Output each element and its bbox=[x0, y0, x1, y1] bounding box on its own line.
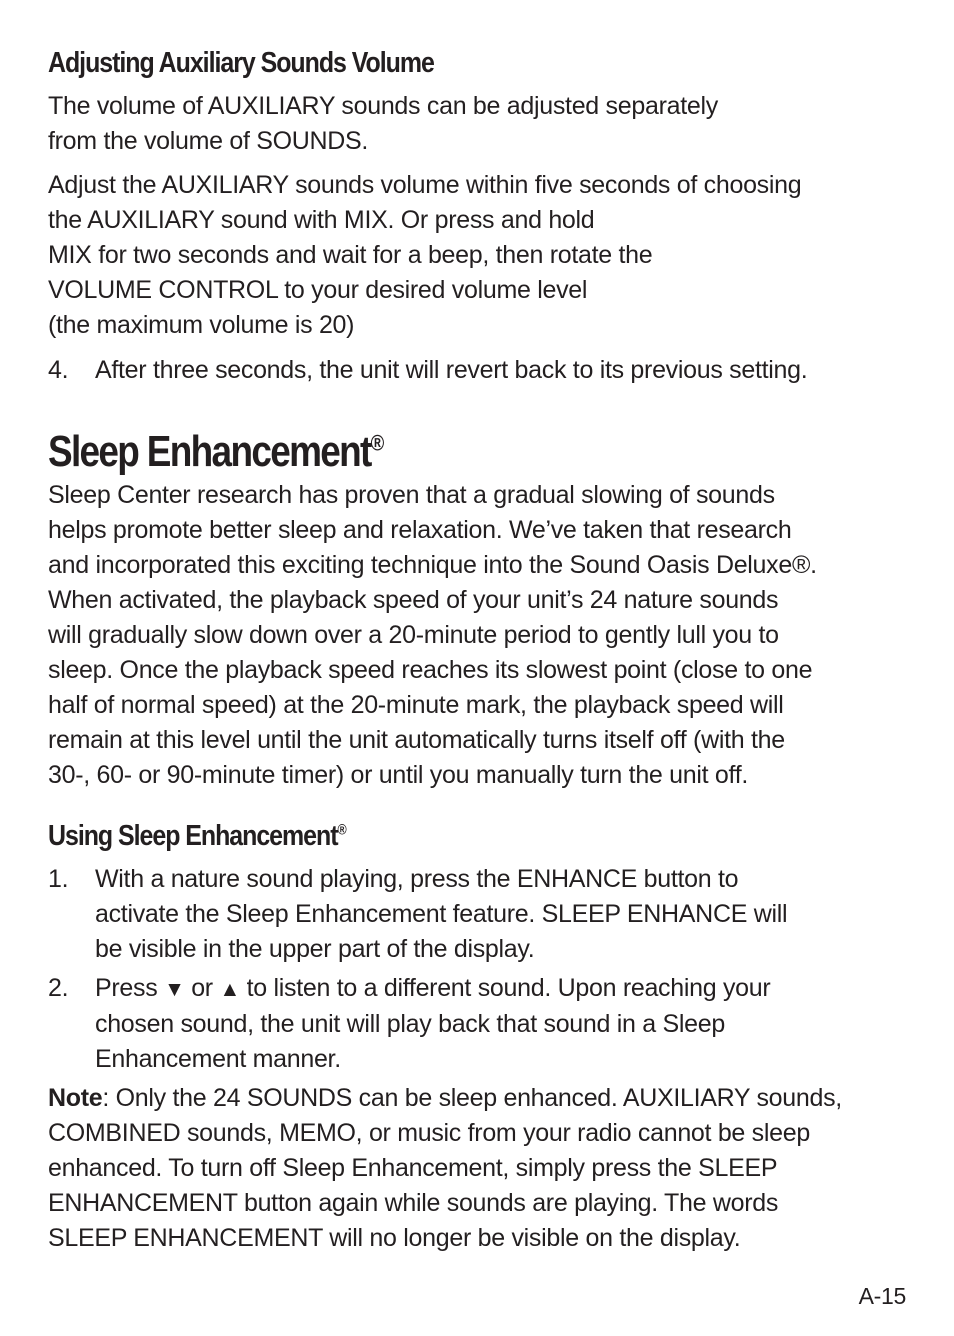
registered-mark: ® bbox=[370, 430, 385, 456]
down-arrow-icon: ▼ bbox=[164, 978, 185, 1001]
list-number: 1. bbox=[48, 865, 69, 893]
registered-mark: ® bbox=[337, 822, 347, 839]
text-line: remain at this level until the unit automatically turns itself off (with the bbox=[48, 726, 785, 754]
list-text bbox=[95, 862, 787, 967]
text-line: sleep. Once the playback speed reaches its slowest point (close to one bbox=[48, 656, 813, 684]
title-sleep-enhancement bbox=[48, 426, 384, 478]
text-line bbox=[95, 971, 770, 1007]
para-sleep-enhancement bbox=[48, 478, 817, 793]
text-line: When activated, the playback speed of your unit’s 24 nature sounds bbox=[48, 586, 779, 614]
text-line: helps promote better sleep and relaxation. We’ve taken that research bbox=[48, 516, 792, 544]
note-label: Note bbox=[48, 1084, 103, 1112]
list-item-2 bbox=[48, 971, 770, 1077]
text-line: enhanced. To turn off Sleep Enhancement, simply press the SLEEP bbox=[48, 1154, 778, 1182]
text-line: Sleep Center research has proven that a gradual slowing of sounds bbox=[48, 481, 775, 509]
text-or: or bbox=[184, 974, 220, 1002]
text-line: and incorporated this exciting technique into the Sound Oasis Deluxe®. bbox=[48, 551, 817, 579]
text-rest: to listen to a different sound. Upon reaching your bbox=[239, 974, 771, 1002]
text-line: (the maximum volume is 20) bbox=[48, 311, 355, 339]
note-paragraph bbox=[48, 1081, 842, 1256]
heading-using-sleep-enhancement bbox=[48, 818, 347, 854]
para-aux-separate bbox=[48, 89, 718, 159]
text-line: the AUXILIARY sound with MIX. Or press and hold bbox=[48, 206, 595, 234]
heading-text: Using Sleep Enhancement bbox=[48, 820, 338, 852]
text-line: COMBINED sounds, MEMO, or music from your radio cannot be sleep bbox=[48, 1119, 810, 1147]
text-line: Enhancement manner. bbox=[95, 1045, 341, 1073]
text-press: Press bbox=[95, 974, 165, 1002]
list-text: After three seconds, the unit will revert back to its previous setting. bbox=[95, 356, 808, 384]
list-text bbox=[95, 971, 770, 1077]
text-line: from the volume of SOUNDS. bbox=[48, 127, 369, 155]
text-line: chosen sound, the unit will play back that sound in a Sleep bbox=[95, 1010, 725, 1038]
para-aux-adjust bbox=[48, 168, 801, 343]
page-number: A-15 bbox=[858, 1283, 906, 1309]
list-item-4 bbox=[48, 353, 807, 388]
list-number: 2. bbox=[48, 974, 69, 1002]
text-line: ENHANCEMENT button again while sounds are playing. The words bbox=[48, 1189, 779, 1217]
title-text: Sleep Enhancement bbox=[48, 427, 371, 476]
text-line: Adjust the AUXILIARY sounds volume within five seconds of choosing bbox=[48, 171, 802, 199]
text-line bbox=[48, 1081, 842, 1116]
text-line: activate the Sleep Enhancement feature. SLEEP ENHANCE will bbox=[95, 900, 788, 928]
heading-aux-volume: Adjusting Auxiliary Sounds Volume bbox=[48, 47, 434, 79]
text-line: half of normal speed) at the 20-minute mark, the playback speed will bbox=[48, 691, 784, 719]
text-line: The volume of AUXILIARY sounds can be adjusted separately bbox=[48, 92, 718, 120]
text-line: 30-, 60- or 90-minute timer) or until you manually turn the unit off. bbox=[48, 761, 749, 789]
text-line: SLEEP ENHANCEMENT will no longer be visible on the display. bbox=[48, 1224, 741, 1252]
text-line: MIX for two seconds and wait for a beep, then rotate the bbox=[48, 241, 653, 269]
up-arrow-icon: ▲ bbox=[219, 978, 240, 1001]
note-text: : Only the 24 SOUNDS can be sleep enhanced. AUXILIARY sounds, bbox=[102, 1084, 842, 1112]
text-line: will gradually slow down over a 20-minute period to gently lull you to bbox=[48, 621, 779, 649]
text-line: With a nature sound playing, press the ENHANCE button to bbox=[95, 865, 739, 893]
list-number: 4. bbox=[48, 356, 69, 384]
text-line: be visible in the upper part of the display. bbox=[95, 935, 535, 963]
list-item-1 bbox=[48, 862, 787, 967]
text-line: VOLUME CONTROL to your desired volume level bbox=[48, 276, 588, 304]
